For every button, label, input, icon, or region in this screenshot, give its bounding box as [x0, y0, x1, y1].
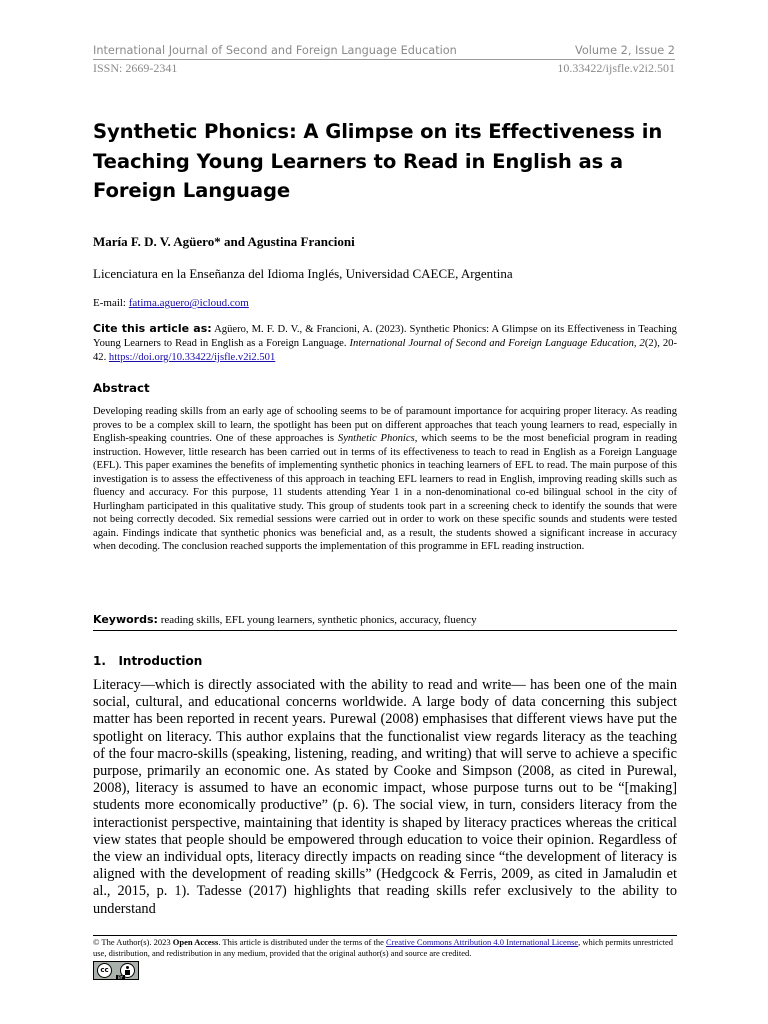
- abstract-text-2: , which seems to be the most beneficial program in reading instruction. However, little research has been carried out in terms of its effectiveness to teach to read in English as a Foreign Language (EFL). This paper examines the benefits of implementing synthetic phonics in teaching learners of EFL to read. The main purpose of this investigation is to assess the effectiveness of this approach in teaching EFL learners to read in English, improving reading skills such as fluency and accuracy. For this purpose, 11 students attending Year 1 in a non-denominational co-ed bilingual school in the city of Hurlingham participated in this qualitative study. This group of students took part in a screening check to identify the sounds that were not being correctly decoded. Six remedial sessions were carried out in order to work on these specific sounds and students were tested again. Findings indicate that synthetic phonics was beneficial and, as a result, the students showed a significant increase in accuracy when decoding. The conclusion reached supports the implementation of this programme in EFL reading instruction.: [93, 433, 677, 552]
- header-divider: [93, 59, 675, 60]
- keywords-divider: [93, 630, 677, 631]
- license-text-2: , which permits unrestricted use, distribution, and redistribution in any medium, provided that the original author(s) and source are credited.: [93, 937, 674, 958]
- cc-icon: cc: [97, 963, 112, 978]
- issn: ISSN: 2669-2341: [93, 61, 178, 75]
- cc-by-badge[interactable]: [93, 961, 139, 980]
- abstract-heading: Abstract: [93, 381, 150, 395]
- running-subheader: [93, 61, 675, 77]
- running-header: [93, 44, 675, 60]
- abstract-italic-term: Synthetic Phonics: [337, 433, 415, 444]
- citation-text: Agüero, M. F. D. V., & Francioni, A. (2023). Synthetic Phonics: A Glimpse on its Effectiveness in Teaching Young Learners to Read in English as a Foreign Language.: [93, 324, 677, 349]
- keywords: [93, 613, 677, 626]
- section-heading: 1. Introduction: [93, 654, 203, 668]
- keywords-text: reading skills, EFL young learners, synthetic phonics, accuracy, fluency: [160, 614, 477, 626]
- article-title: Synthetic Phonics: A Glimpse on its Effectiveness in Teaching Young Learners to Read in English as a Foreign Language: [93, 120, 663, 202]
- volume-issue: Volume 2, Issue 2: [575, 44, 675, 57]
- affiliation: Licenciatura en la Enseñanza del Idioma Inglés, Universidad CAECE, Argentina: [93, 266, 513, 281]
- section-body: Literacy—which is directly associated with the ability to read and write— has been one of the main social, cultural, and educational concerns worldwide. A large body of data concerning this subject matter has been reported in recent years. Purewal (2008) emphasises that different views have put the spotlight on literacy. This author explains that the functionalist view regards literacy as the teaching of the four macro-skills (speaking, listening, reading, and writing) that will serve to achieve a specific purpose, primarily an economic one. As stated by Cooke and Simpson (2008, as cited in Purewal, 2008), literacy is assumed to have an economic impact, whose purpose turns out to be “[making] students more economically productive” (p. 6). The social view, in turn, considers literacy from the interactionist perspective, maintaining that identity is shaped by literacy practices whereas the critical view states that people should be empowered through education to voice their opinion. Regardless of the view an individual opts, literacy directly impacts on reading since “the development of literacy is aligned with the development of reading skills” (Hedgcock & Ferris, 2009, as cited in Jamaludin et al., 2015, p. 1). Tadesse (2017) highlights that reading skills refer exclusively to the ability to understand: [93, 677, 677, 917]
- by-label: BY: [118, 975, 123, 980]
- keywords-label: Keywords:: [93, 613, 158, 626]
- citation-label: Cite this article as:: [93, 322, 212, 335]
- citation: [93, 322, 677, 365]
- email-line: [93, 297, 249, 309]
- license-footer: [93, 937, 683, 959]
- footer-divider: [93, 935, 677, 936]
- doi: 10.33422/ijsfle.v2i2.501: [557, 61, 675, 75]
- license-text-1: . This article is distributed under the terms of the: [218, 937, 384, 947]
- copyright: © The Author(s). 2023: [93, 937, 171, 947]
- email-label: E-mail:: [93, 297, 129, 309]
- abstract-body: [93, 405, 677, 554]
- citation-doi-link[interactable]: https://doi.org/10.33422/ijsfle.v2i2.501: [108, 352, 276, 363]
- email-link[interactable]: fatima.aguero@icloud.com: [128, 297, 249, 309]
- citation-issue: (2), 20-42.: [93, 338, 677, 363]
- abstract-text-1: Developing reading skills from an early age of schooling seems to be of paramount importance for acquiring proper literacy. As reading proves to be a complex skill to learn, the spotlight has been put on different approaches that teach young learners to read, especially in English-speaking countries. One of these approaches is: [93, 406, 677, 444]
- journal-name: International Journal of Second and Foreign Language Education: [93, 44, 457, 57]
- authors: María F. D. V. Agüero* and Agustina Francioni: [93, 234, 355, 249]
- open-access-label: Open Access: [172, 937, 219, 947]
- license-link[interactable]: Creative Commons Attribution 4.0 International License: [386, 937, 579, 947]
- citation-journal: International Journal of Second and Foreign Language Education, 2: [349, 338, 645, 349]
